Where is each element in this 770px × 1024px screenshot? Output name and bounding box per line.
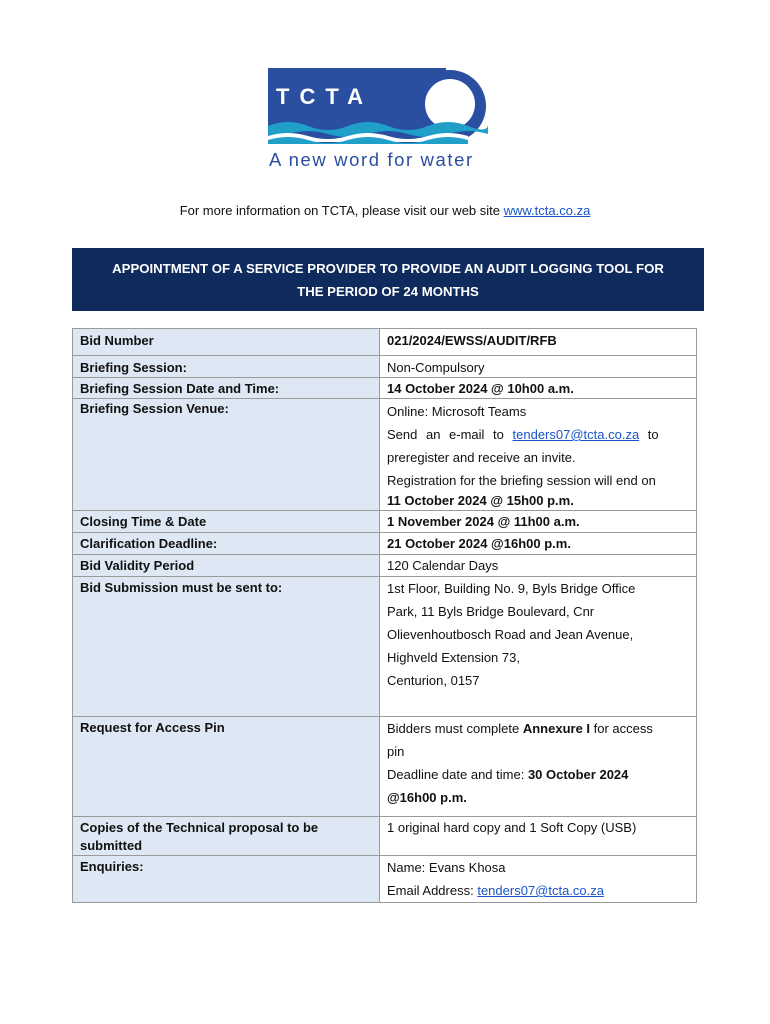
- validity-label: Bid Validity Period: [73, 555, 380, 577]
- venue-send-email: Send an e-mail to tenders07@tcta.co.za to: [387, 427, 659, 442]
- title-line-1: APPOINTMENT OF A SERVICE PROVIDER TO PROVIDE AN AUDIT LOGGING TOOL FOR: [112, 260, 664, 276]
- info-line: [0, 203, 770, 218]
- closing-value: 1 November 2024 @ 11h00 a.m.: [380, 511, 697, 533]
- logo-tagline: A new word for water: [269, 149, 474, 170]
- copies-label: Copies of the Technical proposal to be submitted: [73, 817, 380, 856]
- enquiries-name: Name: Evans Khosa: [387, 860, 506, 875]
- access-pin-deadline-time: @16h00 p.m.: [387, 790, 467, 805]
- enquiries-label: Enquiries:: [73, 856, 380, 903]
- table-row: [73, 533, 697, 555]
- table-row: [73, 511, 697, 533]
- title-banner: [72, 248, 704, 311]
- briefing-datetime-value: 14 October 2024 @ 10h00 a.m.: [380, 378, 697, 399]
- venue-online: Online: Microsoft Teams: [387, 404, 527, 419]
- bid-info-table: [72, 328, 697, 903]
- validity-value: 120 Calendar Days: [380, 555, 697, 577]
- access-pin-deadline-date: 30 October 2024: [527, 767, 629, 782]
- briefing-session-value: Non-Compulsory: [380, 356, 697, 378]
- venue-preregister: preregister and receive an invite.: [387, 450, 576, 465]
- title-line-2: THE PERIOD OF 24 MONTHS: [297, 283, 479, 299]
- venue-registration-note: Registration for the briefing session will end on: [387, 473, 656, 488]
- briefing-email-link[interactable]: tenders07@tcta.co.za: [512, 427, 640, 442]
- briefing-venue-value: [380, 399, 697, 511]
- clarification-label: Clarification Deadline:: [73, 533, 380, 555]
- address-line: Park, 11 Byls Bridge Boulevard, Cnr: [387, 604, 595, 619]
- submission-label: Bid Submission must be sent to:: [73, 577, 380, 717]
- bid-number-value: 021/2024/EWSS/AUDIT/RFB: [380, 329, 697, 356]
- bid-number-label: Bid Number: [73, 329, 380, 356]
- enquiries-email-link[interactable]: tenders07@tcta.co.za: [477, 883, 604, 898]
- table-row: [73, 356, 697, 378]
- website-link[interactable]: www.tcta.co.za: [503, 203, 591, 218]
- svg-text:TCTA: TCTA: [276, 84, 374, 109]
- access-pin-label: Request for Access Pin: [73, 717, 380, 817]
- address-line: 1st Floor, Building No. 9, Byls Bridge Office: [387, 581, 636, 596]
- table-row: [73, 555, 697, 577]
- table-row: [73, 856, 697, 903]
- address-line: Centurion, 0157: [387, 673, 480, 688]
- venue-registration-deadline: 11 October 2024 @ 15h00 p.m.: [387, 493, 574, 508]
- address-line: Olievenhoutbosch Road and Jean Avenue,: [387, 627, 634, 642]
- briefing-venue-label: Briefing Session Venue:: [73, 399, 380, 511]
- table-row: [73, 378, 697, 399]
- briefing-datetime-label: Briefing Session Date and Time:: [73, 378, 380, 399]
- copies-value: 1 original hard copy and 1 Soft Copy (USB): [380, 817, 697, 856]
- clarification-value: 21 October 2024 @16h00 p.m.: [380, 533, 697, 555]
- enquiries-value: Name: Evans Khosa Email Address: tenders07@tcta.co.za: [380, 856, 697, 903]
- table-row: [73, 577, 697, 717]
- briefing-session-label: Briefing Session:: [73, 356, 380, 378]
- submission-address: [380, 577, 697, 717]
- table-row: [73, 399, 697, 511]
- table-row: [73, 329, 697, 356]
- info-text: For more information on TCTA, please visit our web site: [179, 203, 504, 218]
- table-row: [73, 817, 697, 856]
- access-pin-value: Bidders must complete Annexure I for access pin Deadline date and time: 30 October 2024 @16h00 p.m.: [380, 717, 697, 817]
- table-row: [73, 717, 697, 817]
- closing-label: Closing Time & Date: [73, 511, 380, 533]
- address-line: Highveld Extension 73,: [387, 650, 520, 665]
- tcta-logo: [266, 66, 506, 172]
- annexure-ref: Annexure I: [522, 721, 591, 736]
